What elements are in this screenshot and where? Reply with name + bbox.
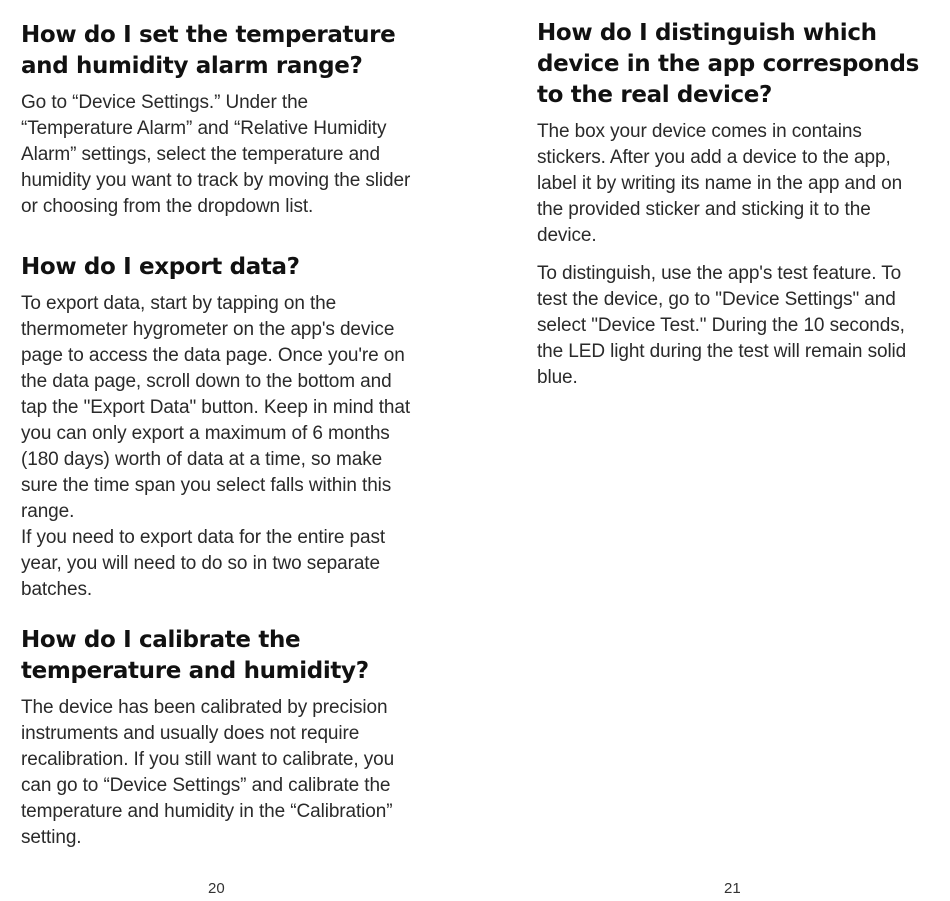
faq-question-calibration: How do I calibrate the temperature and humidity? <box>21 627 369 684</box>
faq-section-alarm-range <box>21 20 413 220</box>
faq-answer-alarm-range: Go to “Device Settings.” Under the “Temperature Alarm” and “Relative Humidity Alarm” settings, select the temperature and humidity you want to track by moving the slider or choosing from the dropdown list. <box>21 92 411 217</box>
faq-question-distinguish-device: How do I distinguish which device in the app corresponds to the real device? <box>537 20 919 108</box>
faq-section-calibration <box>21 625 413 851</box>
faq-answer-calibration: The device has been calibrated by precision instruments and usually does not require recalibration. If you still want to calibrate, you can go to “Device Settings” and calibrate the temperature and humidity in the “Calibration” setting. <box>21 697 395 848</box>
faq-question-alarm-range: How do I set the temperature and humidity alarm range? <box>21 22 396 79</box>
right-page <box>537 0 932 901</box>
faq-section-distinguish-device <box>537 18 932 391</box>
page-number-right: 21 <box>724 880 741 897</box>
faq-question-export-data: How do I export data? <box>21 254 300 280</box>
faq-answer-distinguish-stickers: The box your device comes in contains stickers. After you add a device to the app, label it by writing its name in the app and on the provided sticker and sticking it to the device. <box>537 121 903 246</box>
page-number-left: 20 <box>208 880 225 897</box>
paragraph-spacer <box>537 249 932 261</box>
faq-answer-distinguish-test: To distinguish, use the app's test feature. To test the device, go to "Device Settings" and select "Device Test." During the 10 seconds, the LED light during the test will remain solid blue. <box>537 263 907 388</box>
faq-answer-export-data: To export data, start by tapping on the thermometer hygrometer on the app's device page to access the data page. Once you're on the data page, scroll down to the bottom and tap the "Export Data" button. Keep in mind that you can only export a maximum of 6 months (180 days) worth of data at a time, so make sure the time span you select falls within this range. <box>21 293 411 522</box>
faq-section-export-data <box>21 252 413 603</box>
faq-answer-export-data-note: If you need to export data for the entire past year, you will need to do so in two separate batches. <box>21 527 386 600</box>
left-page <box>21 0 413 901</box>
